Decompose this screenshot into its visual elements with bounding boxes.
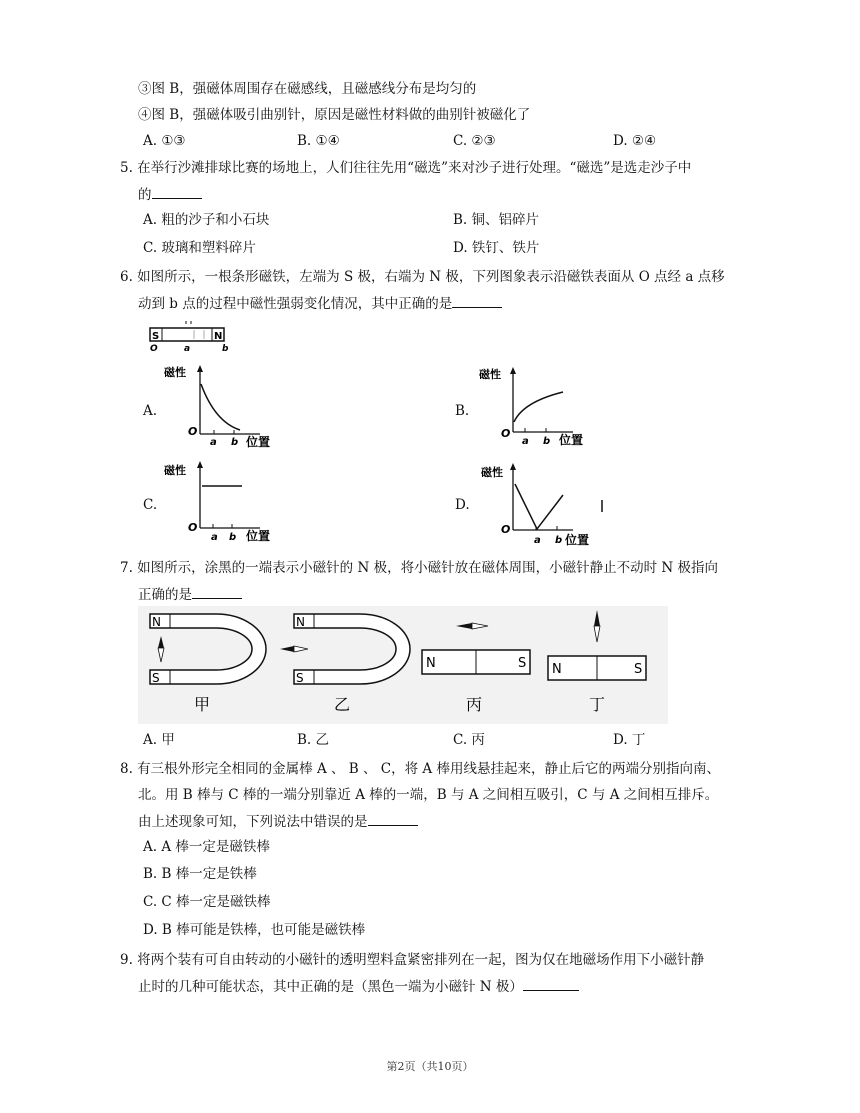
q6-stem-line1: 6. 如图所示，一根条形磁铁，左端为 S 极，右端为 N 极，下列图象表示沿磁铁表面从 O 点经 a 点移 (120, 269, 725, 285)
pole-n-label: N (552, 662, 562, 677)
figure-label-yi: 乙 (334, 695, 351, 714)
q7-figure (138, 606, 668, 728)
graph-a-label: A. (143, 403, 158, 419)
q7-option-c: C. 丙 (453, 732, 485, 748)
tick-b-label: b (543, 436, 551, 447)
origin-label: O (501, 523, 511, 536)
graph-d-label: D. (455, 497, 470, 513)
q5-stem-line2 (138, 185, 202, 204)
q5-option-c: C. 玻璃和塑料碎片 (143, 240, 256, 256)
q8-option-a: A. A 棒一定是磁铁棒 (143, 839, 270, 855)
answer-blank (192, 585, 242, 599)
y-axis-label: 磁性 (481, 466, 503, 479)
q7-stem-line1: 7. 如图所示，涂黑的一端表示小磁针的 N 极，将小磁针放在磁体周围，小磁针静止不动时 N 极指向 (120, 560, 718, 576)
graph-b (473, 364, 603, 454)
answer-blank (368, 812, 418, 826)
answer-blank (452, 294, 502, 308)
q8-stem-line2: 北。用 B 棒与 C 棒的一端分别靠近 A 棒的一端，B 与 A 之间相互吸引，C 与 A 之间相互排斥。 (138, 787, 719, 803)
graph-c (160, 458, 290, 552)
q4-option-b: B. ①④ (297, 133, 340, 149)
bar-magnet-figure (146, 318, 246, 358)
point-a-label: a (184, 344, 191, 354)
q5-option-d: D. 铁钉、铁片 (453, 240, 540, 256)
y-axis-label: 磁性 (479, 368, 501, 381)
q6-stem-text: 动到 b 点的过程中磁性强弱变化情况，其中正确的是 (138, 296, 453, 312)
q7-option-b: B. 乙 (297, 732, 330, 748)
q9-stem-text: 止时的几种可能状态，其中正确的是（黑色一端为小磁针 N 极） (138, 979, 523, 995)
page-footer: 第2页（共10页） (386, 1060, 474, 1073)
x-axis-label: 位置 (559, 433, 584, 447)
pole-n-label: N (296, 615, 305, 629)
q7-option-a: A. 甲 (143, 732, 175, 748)
q5-option-a: A. 粗的沙子和小石块 (143, 212, 270, 228)
q4-statement-4: ④图 B，强磁体吸引曲别针，原因是磁性材料做的曲别针被磁化了 (138, 107, 531, 123)
figure-label-ding: 丁 (589, 695, 606, 714)
q9-stem-line1: 9. 将两个装有可自由转动的小磁针的透明塑料盒紧密排列在一起，图为仅在地磁场作用下小磁针静 (120, 952, 705, 968)
q7-option-d: D. 丁 (613, 732, 646, 748)
q4-option-c: C. ②③ (453, 133, 496, 149)
tick-a-label: a (534, 535, 541, 546)
magnet-n-label: N (214, 331, 223, 342)
q4-statement-3: ③图 B，强磁体周围存在磁感线，且磁感线分布是均匀的 (138, 81, 477, 97)
pole-s-label: S (634, 662, 643, 677)
point-b-label: b (222, 344, 229, 354)
y-axis-label: 磁性 (164, 366, 186, 379)
q8-option-b: B. B 棒一定是铁棒 (143, 866, 257, 882)
q8-stem-text: 由上述现象可知，下列说法中错误的是 (138, 814, 368, 830)
q8-stem-line1: 8. 有三根外形完全相同的金属棒 A 、 B 、 C，将 A 棒用线悬挂起来，静止后它的两端分别指向南、 (120, 761, 720, 777)
origin-label: O (501, 427, 511, 440)
q4-option-d: D. ②④ (613, 133, 657, 149)
q9-stem-line2 (138, 977, 579, 996)
q6-stem-line2 (138, 294, 502, 313)
magnet-s-label: S (152, 331, 160, 342)
pole-s-label: S (152, 671, 160, 685)
tick-b-label: b (231, 437, 239, 448)
figure-label-bing: 丙 (466, 695, 483, 714)
answer-blank (152, 185, 202, 199)
tick-b-label: b (555, 535, 563, 546)
graph-c-label: C. (143, 497, 158, 513)
origin-label: O (188, 521, 198, 534)
graph-d (473, 460, 613, 552)
point-o-label: O (150, 344, 158, 354)
q8-option-d: D. B 棒可能是铁棒，也可能是磁铁棒 (143, 922, 366, 938)
pole-s-label: S (518, 656, 527, 671)
pole-s-label: S (296, 671, 304, 685)
tick-b-label: b (229, 532, 237, 543)
tick-a-label: a (211, 532, 218, 543)
tick-a-label: a (210, 437, 217, 448)
q5-stem-line1: 5. 在举行沙滩排球比赛的场地上，人们往往先用“磁选”来对沙子进行处理。“磁选”是选走沙子中 (120, 160, 692, 176)
q5-stem-text: 的 (138, 187, 152, 203)
graph-a (160, 362, 290, 456)
graph-b-label: B. (455, 403, 470, 419)
q5-option-b: B. 铜、铝碎片 (453, 212, 540, 228)
x-axis-label: 位置 (246, 435, 271, 449)
x-axis-label: 位置 (246, 529, 271, 543)
figure-label-jia: 甲 (194, 695, 211, 714)
q8-option-c: C. C 棒一定是磁铁棒 (143, 894, 271, 910)
q4-option-a: A. ①③ (143, 133, 186, 149)
answer-blank (523, 977, 579, 991)
q7-stem-text: 正确的是 (138, 587, 192, 603)
pole-n-label: N (152, 615, 161, 629)
q8-stem-line3 (138, 812, 418, 831)
pole-n-label: N (426, 656, 436, 671)
tick-a-label: a (522, 436, 529, 447)
origin-label: O (188, 425, 198, 438)
y-axis-label: 磁性 (164, 464, 186, 477)
x-axis-label: 位置 (565, 533, 590, 547)
q7-stem-line2 (138, 585, 242, 604)
